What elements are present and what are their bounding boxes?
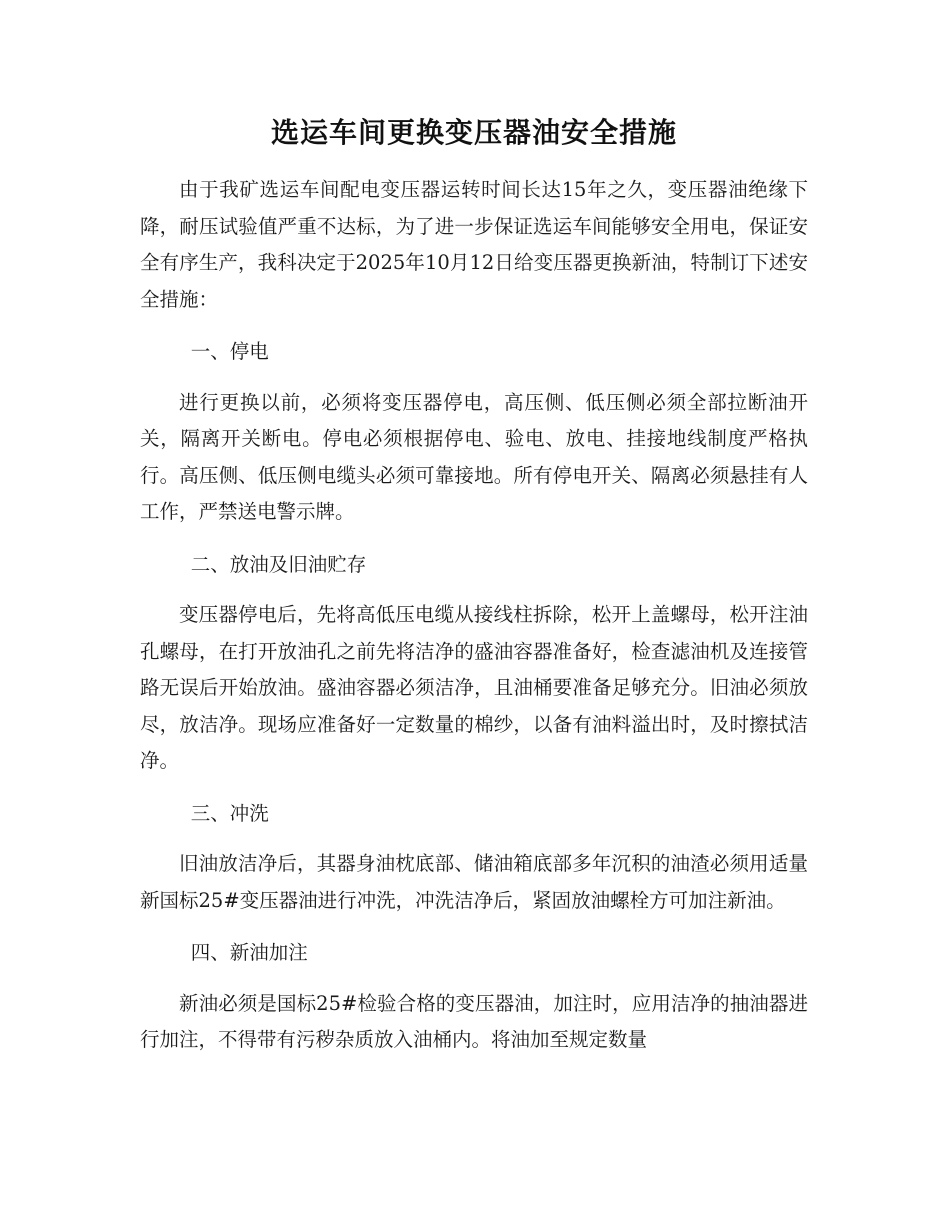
section-heading-power-off: 一、停电 [190,340,269,363]
section-body-drain-oil: 变压器停电后，先将高低压电缆从接线柱拆除，松开上盖螺母，松开注油孔螺母，在打开放油孔之前先将洁净的盛油容器准备好，检查滤油机及连接管路无误后开始放油。盛油容器必须洁净，且油桶要准备足够充分。旧油必须放尽，放洁净。现场应准备好一定数量的棉纱，以备有油料溢出时，及时擦拭洁净。 [140,603,808,772]
section-heading-drain-oil: 二、放油及旧油贮存 [190,552,367,576]
section-body-power-off: 进行更换以前，必须将变压器停电，高压侧、低压侧必须全部拉断油开关，隔离开关断电。停电必须根据停电、验电、放电、挂接地线制度严格执行。高压侧、低压侧电缆头必须可靠接地。所有停电开关、隔离必须悬挂有人工作，严禁送电警示牌。 [140,390,808,523]
section-heading-new-oil: 四、新油加注 [190,941,308,964]
document-content [140,108,808,1059]
document-title: 选运车间更换变压器油安全措施 [270,116,677,149]
section-body-flush: 旧油放洁净后，其器身油枕底部、储油箱底部多年沉积的油渣必须用适量新国标25#变压器油进行冲洗，冲洗洁净后，紧固放油螺栓方可加注新油。 [140,852,808,912]
section-body-new-oil: 新油必须是国标25#检验合格的变压器油，加注时，应用洁净的抽油器进行加注，不得带有污秽杂质放入油桶内。将油加至规定数量 [140,991,808,1051]
section-heading-flush: 三、冲洗 [190,801,269,825]
intro-paragraph: 由于我矿选运车间配电变压器运转时间长达15年之久，变压器油绝缘下降，耐压试验值严重不达标，为了进一步保证选运车间能够安全用电，保证安全有序生产，我科决定于2025年10月12日给变压器更换新油，特制订下述安全措施： [140,178,808,311]
